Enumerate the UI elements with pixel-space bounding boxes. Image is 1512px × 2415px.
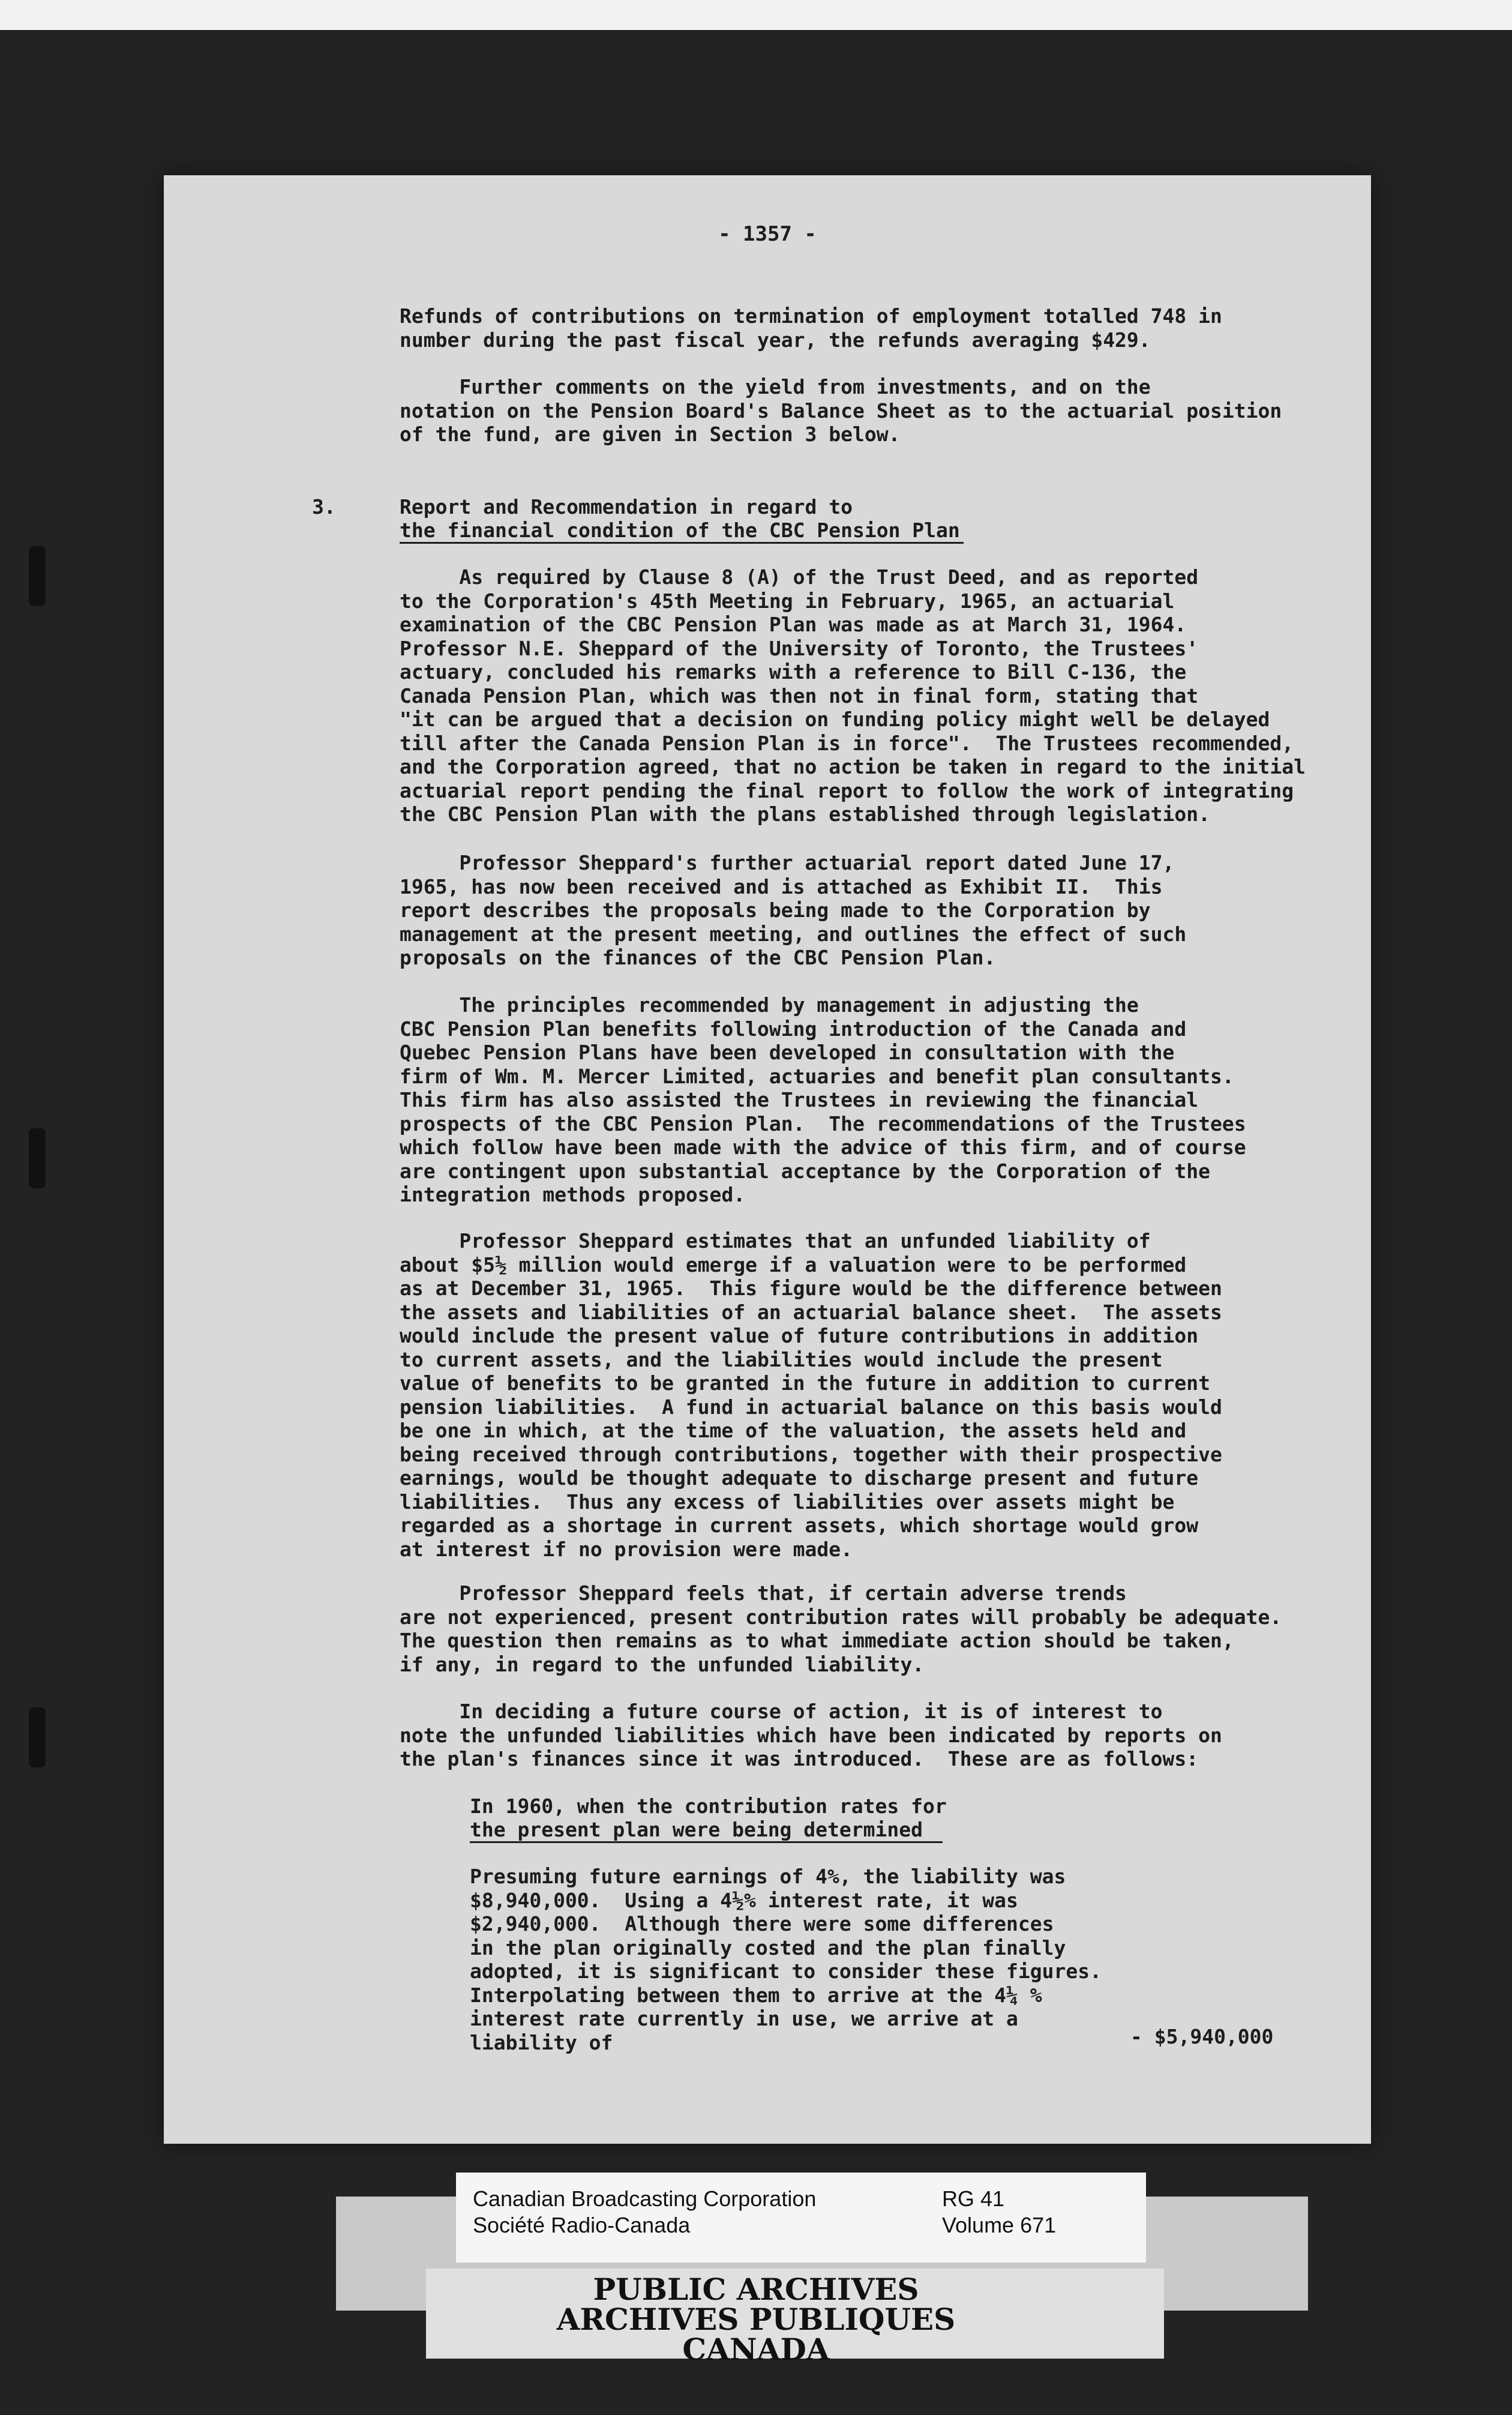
archive-stamp — [0, 2272, 1512, 2367]
paragraph-further-comments: Further comments on the yield from investments, and on the notation on the Pension Board's Balance Sheet as to the actuarial position of the fund, are given in Section 3 below. — [400, 375, 1282, 446]
subheading-underline — [470, 1841, 943, 1843]
section-heading-underline — [400, 542, 964, 544]
page-number: - 1357 - — [718, 222, 817, 246]
paragraph-adverse-trends: Professor Sheppard feels that, if certain adverse trends are not experienced, present contribution rates will probably be adequate. The question then remains as to what immediate action should be taken, if any, in regard to the unfunded liability. — [400, 1581, 1282, 1676]
binder-hole-marker-3 — [29, 1707, 46, 1767]
archive-reference-label — [456, 2173, 1146, 2263]
paragraph-presuming-earnings: Presuming future earnings of 4%, the liability was $8,940,000. Using a 4½% interest rate, it was $2,940,000. Although there were some differences in the plan originally costed and the plan finally adopted, it is significant to consider these figures. Interpolating between them to arrive at the 4¼ % interest rate currently in use, we arrive at a liability of — [470, 1865, 1102, 2054]
paragraph-actuarial-report: Professor Sheppard's further actuarial report dated June 17, 1965, has now been received and is attached as Exhibit II. This report describes the proposals being made to the Corporation by management at the present meeting, and outlines the effect of such proposals on the finances of the CBC Pension Plan. — [400, 851, 1187, 969]
document-page — [164, 175, 1371, 2144]
label-organization-fr: Société Radio-Canada — [473, 2213, 691, 2237]
section-heading-line-2: the financial condition of the CBC Pension Plan — [400, 519, 960, 542]
archive-title-country: CANADA — [682, 2332, 830, 2367]
paragraph-trust-deed: As required by Clause 8 (A) of the Trust Deed, and as reported to the Corporation's 45th Meeting in February, 1965, an actuarial examination of the CBC Pension Plan was made as at March 31, 1964. Professor N.E. Sheppard of the University of Toronto, the Trustees' actuary, concluded his remarks with a reference to Bill C-136, the Canada Pension Plan, which was then not in final form, stating that "it can be argued that a decision on funding policy might well be delayed till after the Canada Pension Plan is in force". The Trustees recommended, and the Corporation agreed, that no action be taken in regard to the initial actuarial report pending the final report to follow the work of integrating the CBC Pension Plan with the plans established through legislation. — [400, 565, 1306, 826]
section-number: 3. — [312, 495, 336, 519]
paragraph-principles: The principles recommended by management in adjusting the CBC Pension Plan benefits following introduction of the Canada and Quebec Pension Plans have been developed in consultation with the firm of Wm. M. Mercer Limited, actuaries and benefit plan consultants. This firm has also assisted the Trustees in reviewing the financial prospects of the CBC Pension Plan. The recommendations of the Trustees which follow have been made with the advice of this firm, and of course are contingent upon substantial acceptance by the Corporation of the integration methods proposed. — [400, 993, 1246, 1206]
label-record-group: RG 41 — [942, 2186, 1005, 2211]
archive-title-en: PUBLIC ARCHIVES — [593, 2272, 919, 2307]
binder-hole-marker-1 — [29, 546, 46, 606]
liability-amount: - $5,940,000 — [1130, 2025, 1274, 2048]
paragraph-refunds: Refunds of contributions on termination of employment totalled 748 in number during the past fiscal year, the refunds averaging $429. — [400, 304, 1222, 352]
label-volume: Volume 671 — [942, 2213, 1057, 2237]
subheading-line-1: In 1960, when the contribution rates for — [470, 1794, 947, 1818]
binder-hole-marker-2 — [29, 1128, 46, 1188]
section-heading-line-1: Report and Recommendation in regard to — [400, 495, 853, 519]
archive-title-fr: ARCHIVES PUBLIQUES — [556, 2302, 956, 2337]
scan-top-edge — [0, 0, 1512, 30]
subheading-line-2: the present plan were being determined — [470, 1818, 923, 1841]
label-organization-en: Canadian Broadcasting Corporation — [473, 2186, 817, 2211]
paragraph-unfunded-liability: Professor Sheppard estimates that an unfunded liability of about $5½ million would emerge if a valuation were to be performed as at December 31, 1965. This figure would be the difference between the assets and liabilities of an actuarial balance sheet. The assets would include the present value of future contributions in addition to current assets, and the liabilities would include the present value of benefits to be granted in the future in addition to current pension liabilities. A fund in actuarial balance on this basis would be one in which, at the time of the valuation, the assets held and being received through contributions, together with their prospective earnings, would be thought adequate to discharge present and future liabilities. Thus any excess of liabilities over assets might be regarded as a shortage in current assets, which shortage would grow at interest if no provision were made. — [400, 1229, 1222, 1561]
paragraph-future-course: In deciding a future course of action, it is of interest to note the unfunded liabilities which have been indicated by reports on the plan's finances since it was introduced. These are as follows: — [400, 1700, 1222, 1770]
